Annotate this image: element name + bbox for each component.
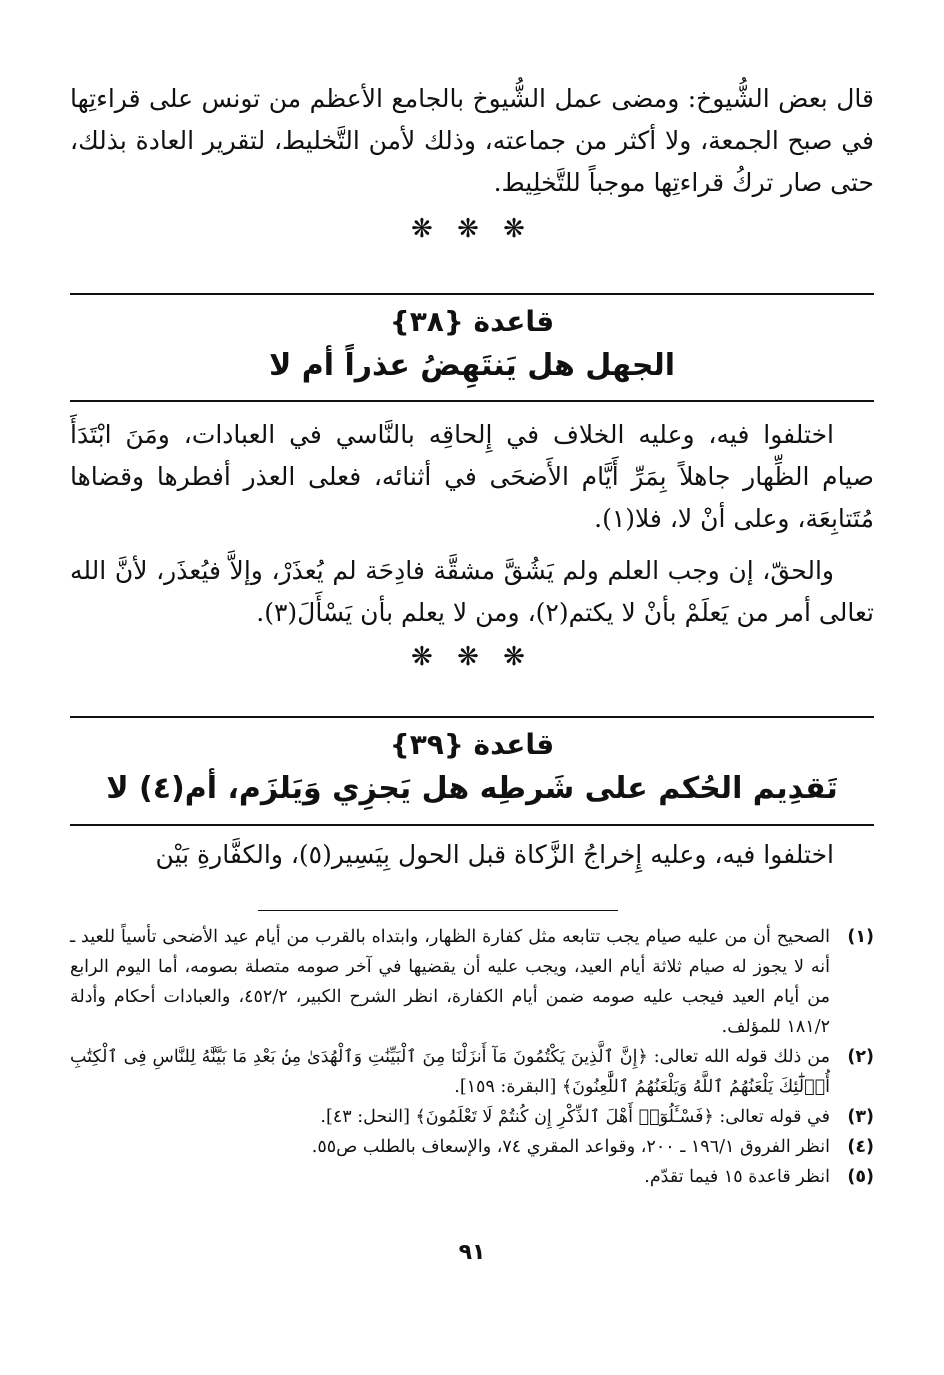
- rule-38-header: [70, 302, 874, 390]
- rule-38-number: قاعدة {٣٨}: [389, 305, 555, 338]
- footnote-text: في قوله تعالى: ﴿فَسْـَٔلُوٓا۟ أَهْلَ ٱلذِّكْرِ إِن كُنتُمْ لَا تَعْلَمُونَ﴾ [النحل: ٤٣].: [320, 1107, 830, 1127]
- ornament-stars: ❋ ❋ ❋: [411, 214, 533, 244]
- intro-paragraph: قال بعض الشُّيوخ: ومضى عمل الشُّيوخ بالجامع الأعظم من تونس على قراءتِها في صبح الجمعة، ولا أكثر من جماعته، وذلك لأمن التَّخليط، لتقرير العادة بذلك، حتى صار تركُ قراءتِها موجباً للتَّخلِيط.: [70, 84, 874, 197]
- footnote-text: انظر الفروق ١٩٦/١ ـ ٢٠٠، وقواعد المقري ٧٤، والإسعاف بالطلب ص٥٥.: [311, 1137, 830, 1157]
- footnote-number: (١): [847, 927, 874, 947]
- intro-section: [70, 78, 874, 204]
- stars-divider-2: [70, 642, 874, 672]
- footnote-number: (٤): [847, 1137, 874, 1157]
- horizontal-rule: [70, 824, 874, 826]
- footnote-2: [70, 1042, 874, 1102]
- rule-39-header: [70, 725, 874, 813]
- rule-39-number: قاعدة {٣٩}: [389, 728, 555, 761]
- footnote-number: (٥): [847, 1167, 874, 1187]
- horizontal-rule: [70, 716, 874, 718]
- rule-39-title: تَقدِيم الحُكم على شَرطِه هل يَجزِي وَيَلزَم، أم(٤) لا: [106, 771, 838, 806]
- footnote-5: [70, 1162, 874, 1192]
- rule-38-header-top-line: [70, 293, 874, 295]
- footnote-text: الصحيح أن من عليه صيام يجب تتابعه مثل كفارة الظهار، وابتداه بالقرب من أيام عيد الأضحى تأسياً للعيد ـ أنه لا يجوز له صيام ثلاثة أيام العيد، ويجب عليه أن يقضيها في آخر صومه متصلة بصومه، أما اليوم الرابع من أيام العيد فيجب عليه صومه ضمن أيام الكفارة، انظر الشرح الكبير، ٤٥٢/٢، والعبادات أحكام وأدلة ١٨١/٢ للمؤلف.: [70, 927, 830, 1037]
- footnote-text: انظر قاعدة ١٥ فيما تقدّم.: [644, 1167, 830, 1187]
- rule-38-paragraph-2: والحقّ، إن وجب العلم ولم يَشُقَّ مشقَّة فادِحَة لم يُعذَرْ، وإلاَّ فيُعذَر، لأنَّ الله تعالى أمر من يَعلَمْ بأنْ لا يكتم(٢)، ومن لا يعلم بأن يَسْأَلَ(٣).: [70, 556, 874, 627]
- footnote-4: [70, 1132, 874, 1162]
- footnotes: [70, 922, 874, 1192]
- rule-39-header-top-line: [70, 716, 874, 718]
- ornament-stars: ❋ ❋ ❋: [411, 642, 533, 672]
- footnote-separator: [258, 910, 618, 911]
- footnote-number: (٣): [847, 1107, 874, 1127]
- footnote-number: (٢): [847, 1047, 874, 1067]
- horizontal-rule: [70, 293, 874, 295]
- rule-38-header-bottom-line: [70, 400, 874, 402]
- footnote-1: [70, 922, 874, 1042]
- stars-divider-1: [70, 214, 874, 244]
- rule-38-paragraph-1: اختلفوا فيه، وعليه الخلاف في إِلحاقِه بالنَّاسي في العبادات، ومَنَ ابْتَدَأَ صيام الظِّهار جاهلاً بِمَرِّ أَيَّام الأَضحَى في أثنائه، فعلى العذر أفطرها وقضاها مُتَتابِعَة، وعلى أنْ لا، فلا(١).: [70, 420, 874, 533]
- rule-39-body: [70, 834, 874, 876]
- footnote-3: [70, 1102, 874, 1132]
- rule-39-header-bottom-line: [70, 824, 874, 826]
- rule-38-body: [70, 414, 874, 634]
- horizontal-rule: [70, 400, 874, 402]
- page-number: ٩١: [458, 1240, 486, 1265]
- footnote-text: من ذلك قوله الله تعالى: ﴿إِنَّ ٱلَّذِينَ يَكْتُمُونَ مَآ أَنزَلْنَا مِنَ ٱلْبَيِّنَٰتِ وَٱلْهُدَىٰ مِنۢ بَعْدِ مَا بَيَّنَّٰهُ لِلنَّاسِ فِى ٱلْكِتَٰبِ أُو۟لَٰٓئِكَ يَلْعَنُهُمُ ٱللَّهُ وَيَلْعَنُهُمُ ٱللَّٰعِنُونَ﴾ [البقرة: ١٥٩].: [70, 1047, 830, 1097]
- rule-39-paragraph-1: اختلفوا فيه، وعليه إِخراجُ الزَّكاة قبل الحول بِيَسِير(٥)، والكفَّارةِ بَيْن: [155, 840, 834, 869]
- rule-38-title: الجهل هل يَنتَهِضُ عذراً أم لا: [268, 348, 676, 383]
